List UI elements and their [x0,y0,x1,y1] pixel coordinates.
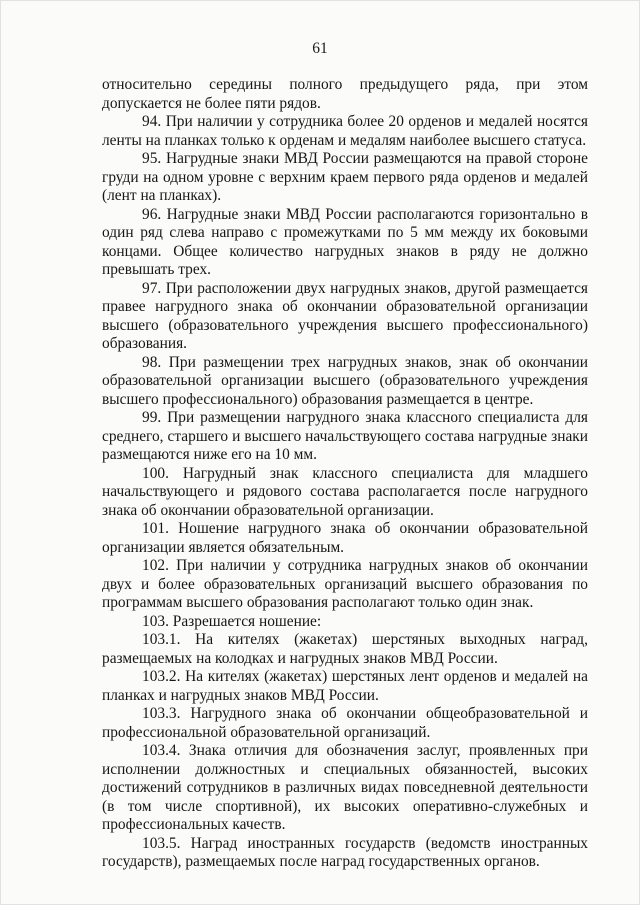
paragraph-100: 100. Нагрудный знак классного специалиста для младшего начальствующего и рядового состава располагается после нагрудного знака об окончании образовательной организации. [102,464,588,519]
paragraph-103-3: 103.3. Нагрудного знака об окончании общеобразовательной и профессиональной образовательной организаций. [102,705,588,741]
paragraph-101: 101. Ношение нагрудного знака об окончании образовательной организации является обязательным. [102,520,588,556]
paragraph-103: 103. Разрешается ношение: [142,612,322,630]
paragraph-103-4: 103.4. Знака отличия для обозначения заслуг, проявленных при исполнении должностных и специальных обязанностей, высоких достижений сотрудников в различных видах повседневной деятельности (в том числе спортивной), их высоких оперативно-служебных и профессиональных качеств. [102,742,588,833]
paragraph-103-1: 103.1. На кителях (жакетах) шерстяных выходных наград, размещаемых на колодках и нагрудных знаков МВД России. [102,631,588,667]
paragraph-95: 95. Нагрудные знаки МВД России размещаются на правой стороне груди на одном уровне с верхним краем первого ряда орденов и медалей (лент на планках). [102,150,588,204]
paragraph-96: 96. Нагрудные знаки МВД России располагаются горизонтально в один ряд слева направо с промежутками по 5 мм между их боковыми концами. Общее количество нагрудных знаков в ряду не должно превышать трех. [102,205,588,278]
page-number: 61 [312,40,328,57]
document-body [102,76,588,872]
paragraph-103-2: 103.2. На кителях (жакетах) шерстяных лент орденов и медалей на планках и нагрудных знаков МВД России. [102,668,588,704]
paragraph-97: 97. При расположении двух нагрудных знаков, другой размещается правее нагрудного знака об окончании образовательной организации высшего (образовательного учреждения высшего профессионального) образования. [102,279,588,352]
paragraph-94: 94. При наличии у сотрудника более 20 орденов и медалей носятся ленты на планках только к орденам и медалям наиболее высшего статуса. [102,113,588,149]
paragraph-99: 99. При размещении нагрудного знака классного специалиста для среднего, старшего и высшего начальствующего состава нагрудные знаки размещаются ниже его на 10 мм. [102,409,588,463]
paragraph-102: 102. При наличии у сотрудника нагрудных знаков об окончании двух и более образовательных организаций высшего образования по программам высшего образования располагают только один знак. [102,557,588,611]
paragraph-98: 98. При размещении трех нагрудных знаков, знак об окончании образовательной организации высшего (образовательного учреждения высшего профессионального) образования размещается в центре. [102,353,588,408]
paragraph-continuation: относительно середины полного предыдущего ряда, при этом допускается не более пяти рядов. [102,76,588,112]
paragraph-103-5: 103.5. Наград иностранных государств (ведомств иностранных государств), размещаемых после наград государственных органов. [102,834,588,870]
